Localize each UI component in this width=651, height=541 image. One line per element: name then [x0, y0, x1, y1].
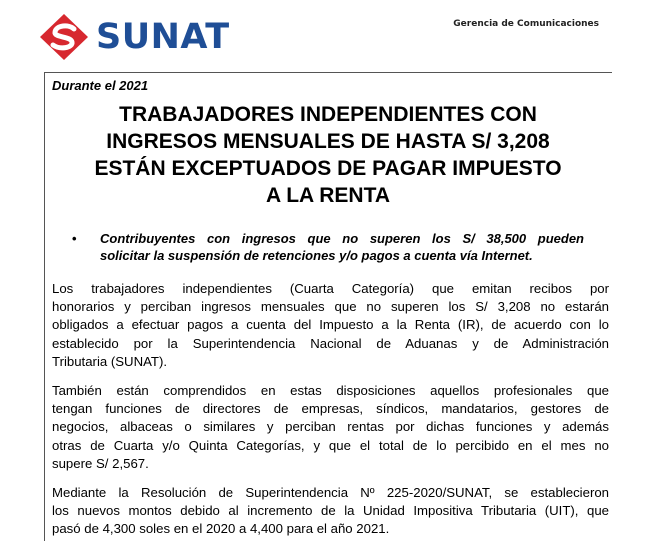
- paragraph-line: obligados a efectuar pagos a cuenta del Impuesto a la Renta (IR), de acuerdo con lo: [52, 317, 609, 333]
- paragraph-line: establecido por la Superintendencia Nacional de Aduanas y de Administración: [52, 335, 609, 351]
- headline: [44, 101, 612, 209]
- headline-line-3: ESTÁN EXCEPTUADOS DE PAGAR IMPUESTO: [94, 157, 562, 180]
- paragraph-line: supere S/ 2,567.: [52, 455, 149, 471]
- sunat-logo: [38, 12, 253, 62]
- headline-line-1: TRABAJADORES INDEPENDIENTES CON: [119, 103, 537, 126]
- paragraph-line: negocios, albaceas o similares y perciban rentas por dichas funciones y además: [52, 419, 609, 435]
- logo-wordmark: SUNAT: [96, 17, 230, 57]
- bullet-line-2: solicitar la suspensión de retenciones y/o pagos a cuenta vía Internet.: [100, 248, 533, 263]
- paragraph-line: Tributaria (SUNAT).: [52, 353, 168, 369]
- dateline: Durante el 2021: [52, 78, 149, 93]
- bullet-text: [100, 230, 584, 264]
- paragraph-3: [52, 484, 609, 539]
- paragraph-1: [52, 280, 609, 371]
- bullet-dot-icon: •: [72, 231, 77, 246]
- bullet-line-1: Contribuyentes con ingresos que no superen los S/ 38,500 pueden: [100, 231, 584, 246]
- paragraph-line: pasó de 4,300 soles en el 2020 a 4,400 para el año 2021.: [52, 521, 390, 537]
- paragraph-line: Mediante la Resolución de Superintendencia Nº 225-2020/SUNAT, se establecieron: [52, 485, 609, 500]
- sunat-emblem-icon: [38, 12, 90, 62]
- top-divider: [44, 72, 612, 73]
- headline-line-2: INGRESOS MENSUALES DE HASTA S/ 3,208: [106, 130, 550, 153]
- summary-bullet: [72, 230, 584, 264]
- paragraph-line: honorarios y perciban ingresos mensuales que no superen los S/ 3,208 no estarán: [52, 299, 609, 315]
- headline-line-4: A LA RENTA: [265, 184, 391, 207]
- paragraph-line: Los trabajadores independientes (Cuarta Categoría) que emitan recibos por: [52, 281, 609, 296]
- department-label: Gerencia de Comunicaciones: [453, 19, 599, 29]
- paragraph-line: los nuevos montos debido al incremento de la Unidad Impositiva Tributaria (UIT), que: [52, 503, 609, 519]
- paragraph-line: También están comprendidos en estas disposiciones aquellos profesionales que: [52, 383, 609, 398]
- paragraph-line: tengan funciones de directores de empresas, síndicos, mandatarios, gestores de: [52, 401, 609, 417]
- page-header: [0, 0, 651, 72]
- paragraph-line: otras de Cuarta y/o Quinta Categorías, y que el total de lo percibido en el mes no: [52, 437, 609, 453]
- paragraph-2: [52, 382, 609, 473]
